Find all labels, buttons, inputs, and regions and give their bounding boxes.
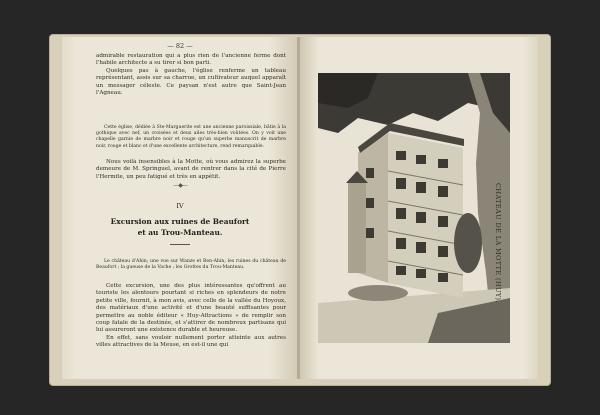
paragraph: Cette excursion, une des plus intéressantes qu'offrent au touriste les alentours pourtant si riches en splendeurs de notre petite ville, fournit, à mon avis, avec celle de la vallée du Hoyoux, des matériaux d'une activité et d'une beauté suffisantes pour permettre au noble éditeur « Huy-Attractions » de remplir son coup fatale de la destinée, et s'attirer de nombreux partisans qui lui assureront une existence durable et heureuse. [96, 283, 286, 334]
body-text [96, 283, 286, 350]
paragraph: admirable restauration qui a plus rien de l'ancienne ferme dont l'habile architecte a su tirer si bon parti. [96, 53, 286, 67]
page-number: — 82 — [167, 42, 193, 50]
summary-block [96, 259, 286, 271]
closing-text [96, 159, 286, 181]
ornamental-divider: —◆— [173, 182, 187, 189]
section-title-line-2: et au Trou-Manteau. [137, 228, 223, 237]
note-paragraph: Cette église, dédiée à Ste-Marguerite est une ancienne paroissiale, bâtie à la gothique avec nef, un croisées et deux ailes très-bien voûtées. On y voit une chapelle garnie de marbre noir et rouge qu'un superbe manuscrit de marbre noir, rouge et blanc et d'une excellente architecture, rend remarquable. [96, 125, 286, 149]
section-title-line-1: Excursion aux ruines de Beaufort [110, 217, 250, 226]
photo-caption: CHATEAU DE LA MOTTE (HUY). [494, 183, 502, 303]
castle-photograph [318, 73, 510, 343]
paragraph: En effet, sans vouloir nullement porter atteinte aux autres villes attractives de la Meuse, en est-il une qui [96, 334, 286, 349]
footnote-block [96, 125, 286, 150]
summary-paragraph: Le château d'Ahin; une vue sur Wanze et Ben-Ahin; les ruines du château de Beaufort ; la gueuse de la Vache ; les Grottes du Trou-Manteau. [96, 259, 286, 271]
open-book [50, 33, 550, 385]
opening-text [96, 53, 286, 97]
paragraph: Quelques pas à gauche, l'église renferme un tableau représentant, assis sur sa charrue, un cultivateur auquel apparaît un messager céleste. Ce paysan n'est autre que Saint-Jean l'Agneau. [96, 67, 286, 97]
left-page [62, 37, 298, 379]
section-number: IV [176, 202, 184, 210]
short-rule [170, 244, 190, 245]
photo-illustration [318, 73, 510, 343]
paragraph: Nous voilà insensibles à la Motte, où vous admirez la superbe demeure de M. Springuel, avant de rentrer dans la cité de Pierre l'Hermite, un peu fatigué et très en appétit. [96, 159, 286, 180]
